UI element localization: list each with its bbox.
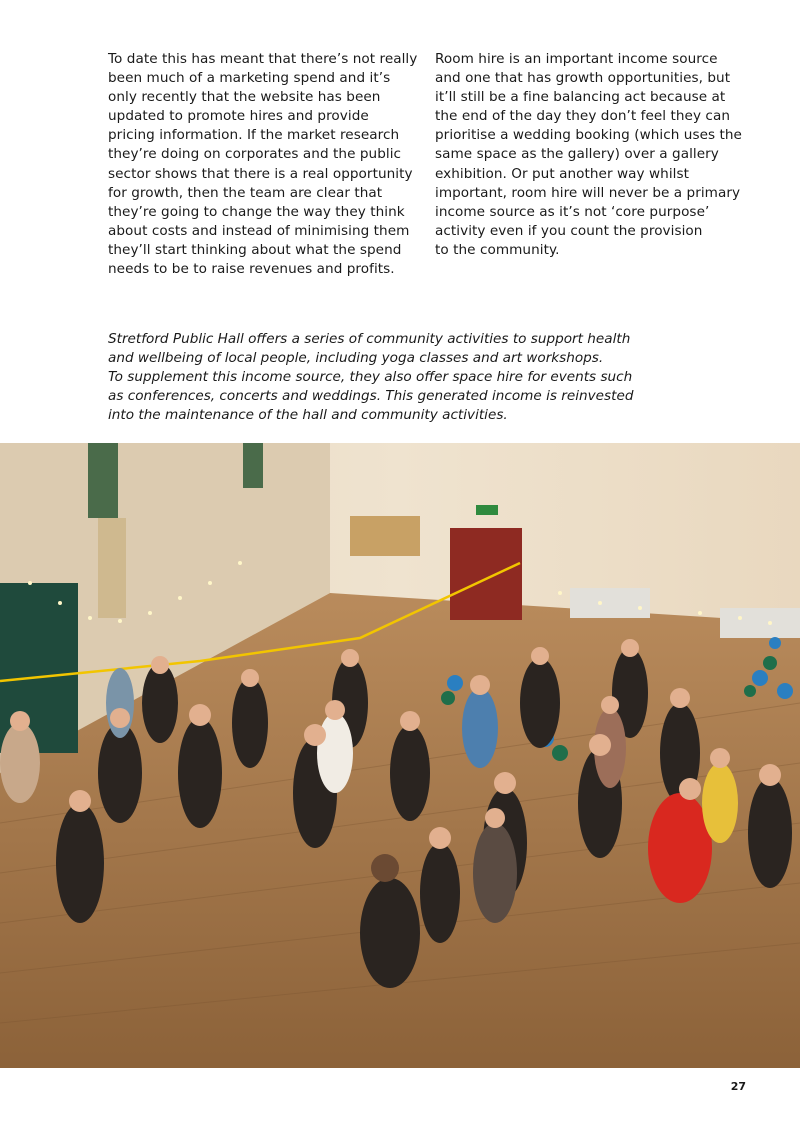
text-line: they’re going to change the way they think bbox=[108, 203, 405, 220]
green-column bbox=[243, 443, 263, 488]
kitchen-hatch bbox=[350, 516, 420, 556]
paragraph-marketing-spend bbox=[108, 50, 423, 279]
text-line: and one that has growth opportunities, but bbox=[435, 70, 731, 87]
caption-line: as conferences, concerts and weddings. This generated income is reinvested bbox=[108, 388, 634, 405]
text-line: needs to be to raise revenues and profits. bbox=[108, 261, 395, 278]
caption-line: To supplement this income source, they also offer space hire for events such bbox=[108, 369, 633, 386]
green-column bbox=[88, 443, 118, 518]
text-line: To date this has meant that there’s not really bbox=[108, 51, 418, 67]
text-line: been much of a marketing spend and it’s bbox=[108, 70, 391, 87]
text-line: they’ll start thinking about what the spend bbox=[108, 241, 402, 258]
text-line: important, room hire will never be a primary bbox=[435, 184, 741, 201]
caption-line: Stretford Public Hall offers a series of community activities to support health bbox=[108, 331, 631, 347]
caption-line: into the maintenance of the hall and community activities. bbox=[108, 407, 508, 424]
page-number: 27 bbox=[730, 1080, 746, 1093]
radiator bbox=[720, 608, 800, 638]
text-line: exhibition. Or put another way whilst bbox=[435, 165, 689, 182]
text-line: it’ll still be a fine balancing act because at bbox=[435, 89, 726, 106]
text-line: prioritise a wedding booking (which uses the bbox=[435, 127, 742, 144]
radiator bbox=[570, 588, 650, 618]
paragraph-room-hire bbox=[435, 50, 750, 260]
text-line: pricing information. If the market research bbox=[108, 127, 400, 144]
text-line: the end of the day they don’t feel they can bbox=[435, 108, 730, 125]
event-photo-illustration bbox=[0, 443, 800, 1068]
text-line: to the community. bbox=[435, 241, 560, 258]
text-line: about costs and instead of minimising them bbox=[108, 222, 410, 239]
text-line: income source as it’s not ‘core purpose’ bbox=[435, 203, 710, 220]
text-line: for growth, then the team are clear that bbox=[108, 184, 383, 201]
text-line: updated to promote hires and provide bbox=[108, 108, 369, 125]
text-line: sector shows that there is a real opportunity bbox=[108, 165, 413, 182]
caption-line: and wellbeing of local people, including yoga classes and art workshops. bbox=[108, 350, 604, 367]
body-text-left-column bbox=[108, 50, 423, 279]
text-line: Room hire is an important income source bbox=[435, 51, 718, 67]
text-line: only recently that the website has been bbox=[108, 89, 381, 106]
exit-sign bbox=[476, 505, 498, 515]
text-line: same space as the gallery) over a gallery bbox=[435, 146, 719, 163]
event-photo bbox=[0, 443, 800, 1068]
column-capital bbox=[98, 518, 126, 618]
red-double-door bbox=[450, 528, 522, 620]
text-line: activity even if you count the provision bbox=[435, 222, 703, 239]
body-text-right-column bbox=[435, 50, 750, 260]
photo-caption bbox=[108, 330, 668, 425]
text-line: they’re doing on corporates and the public bbox=[108, 146, 402, 163]
